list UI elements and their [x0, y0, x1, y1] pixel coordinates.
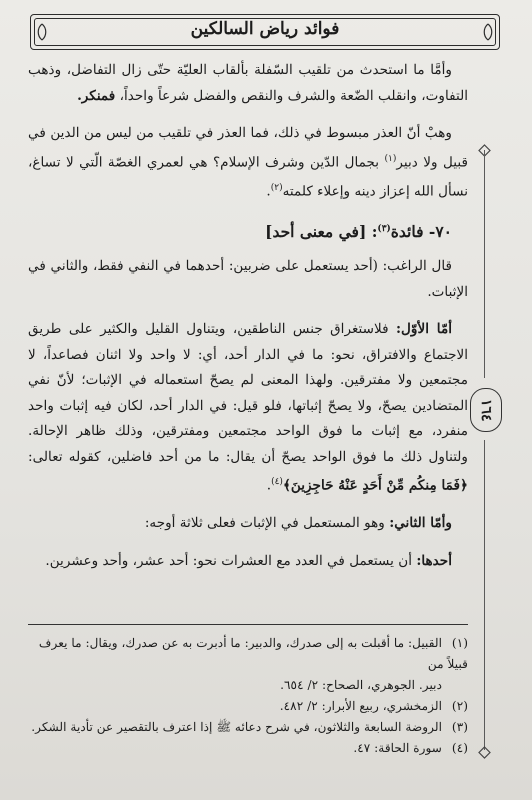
- footnote-3-number: (٣): [451, 720, 468, 734]
- header-title: فوائد رياض السالكين: [190, 19, 340, 39]
- footnote-2-number: (٢): [451, 699, 468, 713]
- section-heading: [28, 217, 468, 245]
- paragraph-1: [28, 58, 468, 109]
- paragraph-4-text: فلاستغراق جنس الناطقين، ويتناول القليل والكثير على طريق الاجتماع والافتراق، نحو: ما في الدار أحد، أي: لا واحد ولا اثنان فصاعداً، لا مجتمعين ولا مفترقين. ولهذا المعنى لم يصحّ استعماله في الإثبات؛ لأنّ نفي المتضادين يصحّ، ولا يصحّ إثباتها، فلو قيل: في الدار أحد، لكان فيه إثبات واحد منفرد، مع إثبات ما فوق الواحد مجتمعين ومفترقين، وذلك ظاهر الإحالة. ولتناول ذلك ما فوق الواحد يصحّ أن يقال: ما من أحد فاضلين، كقوله تعالى:: [28, 321, 468, 465]
- footnote-ref-2[interactable]: (٢): [270, 182, 283, 193]
- footnote-ref-3[interactable]: (٣): [377, 223, 391, 234]
- paragraph-2-text-b: بجمال الدّين وشرف الإسلام؟ هي لعمري الغصّة الّتي لا تساغ، نسأل الله إعزاز دينه وإعلاء كلمته: [28, 154, 468, 200]
- footnotes: [28, 624, 468, 759]
- side-rule-top: [484, 150, 485, 378]
- footnote-3: [28, 717, 468, 738]
- paragraph-2-text-a: وهبْ أنّ العذر مبسوط في ذلك، فما العذر في تلقيب من ليس من الدين في قبيل ولا دبير: [28, 125, 468, 171]
- paragraph-5-label: وأمّا الثاني:: [389, 515, 452, 532]
- footnote-ref-4[interactable]: (٤): [271, 477, 283, 488]
- paragraph-1-text: وأمَّا ما استحدث من تلقيب السّفلة بألقاب العليّة حتّى زال التفاضل، وذهب التفاوت، وانقلب الضّعة والشرف والنقص والفضل شرعاً واحداً،: [28, 62, 468, 104]
- running-header: [30, 14, 500, 50]
- footnote-4-number: (٤): [451, 741, 468, 755]
- section-number: ٧٠- فائدة: [390, 221, 452, 241]
- paragraph-2: [28, 121, 468, 205]
- paragraph-2-end: .: [266, 183, 271, 200]
- paragraph-5: [28, 511, 468, 537]
- footnote-1: [28, 633, 468, 675]
- footnote-4: [28, 738, 468, 759]
- paragraph-6-text: أن يستعمل في العدد مع العشرات نحو: أحد عشر، وأحد وعشرين.: [45, 552, 417, 569]
- page-number: ١٦٤: [470, 388, 502, 432]
- footnote-3-text: الروضة السابعة والثلاثون، في شرح دعائه ﷺ إذا اعترف بالتقصير عن تأدية الشكر.: [31, 720, 442, 734]
- paragraph-6: [28, 549, 468, 575]
- footnote-2: [28, 696, 468, 717]
- footnote-ref-1[interactable]: (١): [384, 153, 397, 164]
- paragraph-1-verdict: فمنكر.: [77, 87, 116, 104]
- section-title: : [في معنى أحد]: [265, 221, 378, 241]
- footnote-1-text: القبيل: ما أقبلت به إلى صدرك، والدبير: ما أدبرت به عن صدرك، ويقال: ما يعرف قبيلاً من: [38, 636, 468, 671]
- paragraph-4-label: أمّا الأوّل:: [396, 321, 453, 338]
- footnote-1-number: (١): [451, 636, 468, 650]
- paragraph-3: قال الراغب: (أحد يستعمل على ضربين: أحدهما في النفي فقط، والثاني في الإثبات.: [28, 258, 468, 300]
- footnote-2-text: الزمخشري، ربيع الأبرار: ٢/ ٤٨٢.: [279, 699, 442, 713]
- rule-cap-bottom-icon: [478, 746, 491, 759]
- paragraph-6-label: أحدها:: [416, 552, 452, 569]
- side-rule-bottom: [484, 440, 485, 750]
- footnote-1-continuation: دبير. الجوهري، الصحاح: ٢/ ٦٥٤.: [280, 678, 442, 692]
- footnote-4-text: سورة الحاقة: ٤٧.: [353, 741, 442, 755]
- paragraph-4-end: .: [266, 477, 272, 494]
- main-text: [28, 58, 468, 586]
- paragraph-5-text: وهو المستعمل في الإثبات فعلى ثلاثة أوجه:: [144, 515, 390, 532]
- quran-verse: ﴿فَمَا مِنكُم مِّنْ أَحَدٍ عَنْهُ حَاجِزِينَ﴾: [282, 477, 468, 494]
- paragraph-4: [28, 317, 468, 499]
